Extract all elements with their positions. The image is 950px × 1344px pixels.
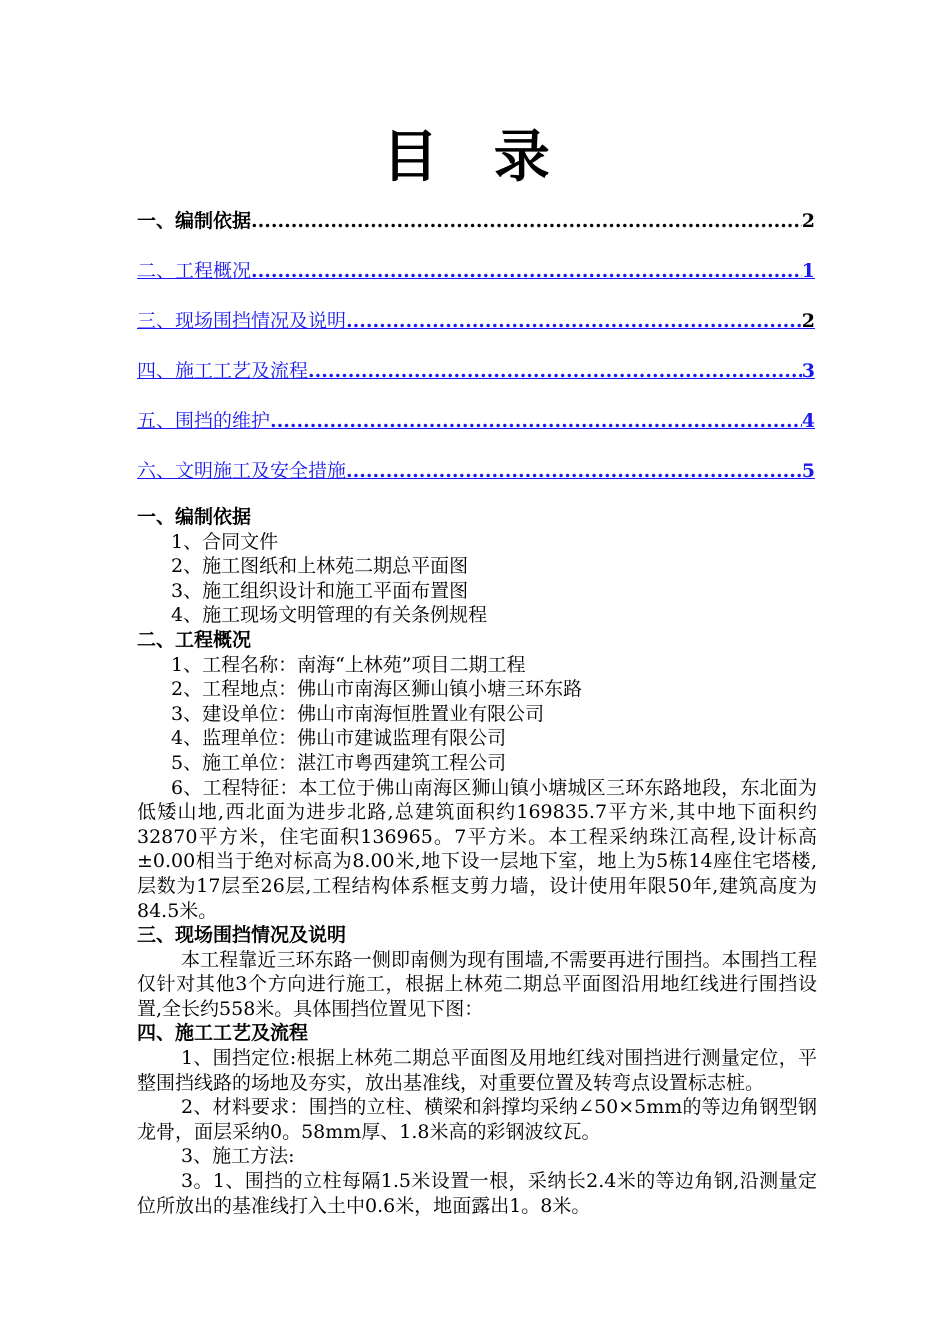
page-title: 目 录 xyxy=(382,125,568,190)
document-body xyxy=(137,505,817,1218)
paragraph: 3、施工方法: xyxy=(181,1145,295,1168)
toc-entry-6[interactable] xyxy=(137,446,815,496)
table-of-contents xyxy=(137,196,815,496)
paragraph: 2、材料要求：围挡的立柱、横梁和斜撑均采纳∠50×5mm的等边角钢型钢龙骨，面层采纳0。58mm厚、1.8米高的彩钢波纹瓦。 xyxy=(137,1096,817,1143)
toc-entry-5[interactable] xyxy=(137,396,815,446)
toc-page-number: 3 xyxy=(801,360,815,382)
section-heading: 一、编制依据 xyxy=(137,506,252,528)
toc-entry-3[interactable] xyxy=(137,296,815,346)
toc-entry-2[interactable] xyxy=(137,246,815,296)
toc-label: 三、现场围挡情况及说明 xyxy=(137,310,347,332)
list-item: 5、施工单位：湛江市粤西建筑工程公司 xyxy=(171,751,507,774)
list-item: 3、施工组织设计和施工平面布置图 xyxy=(171,579,469,602)
list-item: 2、工程地点：佛山市南海区狮山镇小塘三环东路 xyxy=(171,678,583,701)
toc-label: 四、施工工艺及流程 xyxy=(137,360,309,382)
section-heading: 二、工程概况 xyxy=(137,628,252,651)
toc-leader xyxy=(251,196,802,246)
toc-leader xyxy=(251,246,802,296)
toc-page-number: 2 xyxy=(801,310,815,332)
paragraph: 3。1、围挡的立柱每隔1.5米设置一根，采纳长2.4米的等边角钢,沿测量定位所放出的基准线打入土中0.6米，地面露出1。8米。 xyxy=(137,1170,817,1217)
toc-page-number: 2 xyxy=(801,210,815,232)
toc-leader xyxy=(308,346,802,396)
section-heading: 四、施工工艺及流程 xyxy=(137,1022,309,1045)
toc-label: 六、文明施工及安全措施 xyxy=(137,460,347,482)
toc-page-number: 5 xyxy=(801,460,815,482)
toc-entry-4[interactable] xyxy=(137,346,815,396)
list-item: 1、工程名称：南海“上林苑”项目二期工程 xyxy=(171,653,526,676)
paragraph: 6、工程特征：本工位于佛山南海区狮山镇小塘城区三环东路地段，东北面为低矮山地,西北面为进步北路,总建筑面积约169835.7平方米,其中地下面积约32870平方米，住宅面积136965。7平方米。本工程采纳珠江高程,设计标高±0.00相当于绝对标高为8.00米,地下设一层地下室，地上为5栋14座住宅塔楼,层数为17层至26层,工程结构体系框支剪力墙，设计使用年限50年,建筑高度为84.5米。 xyxy=(137,776,817,922)
toc-label: 二、工程概况 xyxy=(137,260,252,282)
toc-leader xyxy=(346,296,802,346)
toc-leader xyxy=(346,446,802,496)
list-item: 4、施工现场文明管理的有关条例规程 xyxy=(171,604,488,627)
toc-leader xyxy=(270,396,802,446)
paragraph: 本工程靠近三环东路一侧即南侧为现有围墙,不需要再进行围挡。本围挡工程仅针对其他3个方向进行施工，根据上林苑二期总平面图沿用地红线进行围挡设置,全长约558米。具体围挡位置见下图： xyxy=(137,948,817,1020)
toc-label: 五、围挡的维护 xyxy=(137,410,271,432)
list-item: 3、建设单位：佛山市南海恒胜置业有限公司 xyxy=(171,702,545,725)
toc-entry-1[interactable] xyxy=(137,196,815,246)
toc-label: 一、编制依据 xyxy=(137,210,252,232)
toc-page-number: 4 xyxy=(801,410,815,432)
list-item: 1、合同文件 xyxy=(171,530,279,553)
toc-page-number: 1 xyxy=(801,260,815,282)
list-item: 4、监理单位：佛山市建诚监理有限公司 xyxy=(171,727,507,750)
list-item: 2、施工图纸和上林苑二期总平面图 xyxy=(171,555,469,578)
paragraph: 1、围挡定位:根据上林苑二期总平面图及用地红线对围挡进行测量定位，平整围挡线路的场地及夯实，放出基准线，对重要位置及转弯点设置标志桩。 xyxy=(137,1047,817,1094)
section-heading: 三、现场围挡情况及说明 xyxy=(137,924,347,947)
